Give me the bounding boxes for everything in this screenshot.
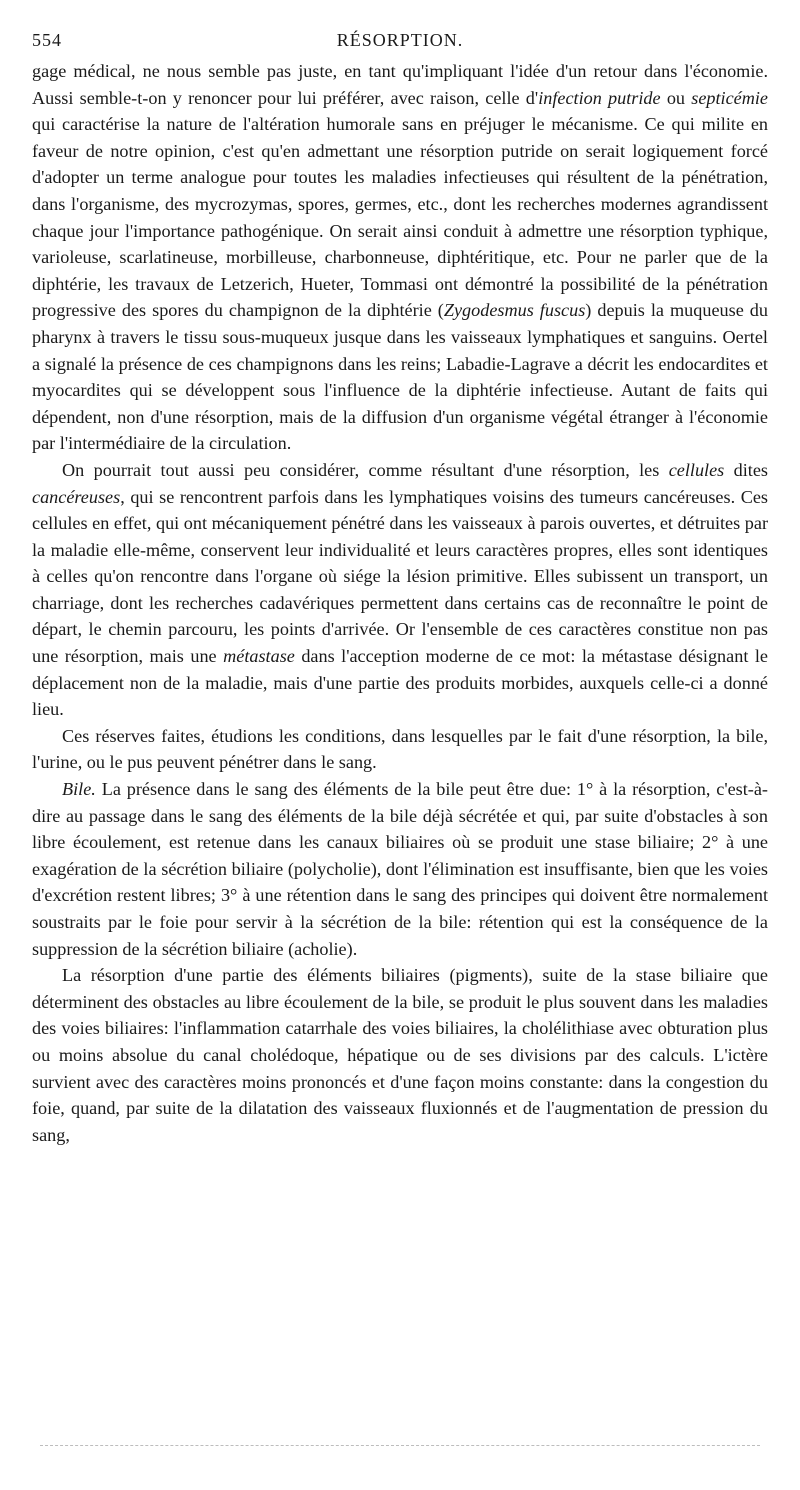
text-run: On pourrait tout aussi peu considérer, comme résultant d'une résorption, les <box>62 459 669 480</box>
text-run: dites <box>724 459 768 480</box>
text-run: Ces réserves faites, étudions les conditions, dans lesquelles par le fait d'une résorption, la bile, l'urine, ou le pus peuvent pénétrer dans le sang. <box>32 725 768 773</box>
text-run: qui caractérise la nature de l'altération humorale sans en préjuger le mécanisme. Ce qui milite en faveur de notre opinion, c'est qu'en admettant une résorption putride on serait logiquement forcé d'adopter un terme analogue pour toutes les maladies infectieuses qui résultent de la pénétration, dans l'organisme, des mycrozymas, spores, germes, etc., dont les recherches modernes agrandissent chaque jour l'importance pathogénique. On serait ainsi conduit à admettre une résorption typhique, varioleuse, scarlatineuse, morbilleuse, charbonneuse, diphtéritique, etc. Pour ne parler que de la diphtérie, les travaux de Letzerich, Hueter, Tommasi ont démontré la possibilité de la pénétration progressive des spores du champignon de la diphtérie ( <box>32 114 768 321</box>
text-run: La résorption d'une partie des éléments biliaires (pigments), suite de la stase biliaire que déterminent des obstacles au libre écoulement de la bile, se produit le plus souvent dans les maladies des voies biliaires: l'inflammation catarrhale des voies biliaires, la cholélithiase avec obturation plus ou moins absolue du canal cholédoque, hépatique ou de ses divisions par des calculs. L'ictère survient avec des caractères moins prononcés et d'une façon moins constante: dans la congestion du foie, quand, par suite de la dilatation des vaisseaux fluxionnés et de l'augmentation de pression du sang, <box>32 965 768 1145</box>
text-run: , qui se rencontrent parfois dans les lymphatiques voisins des tumeurs cancéreuses. Ces cellules en effet, qui ont mécaniquement pénétré dans les vaisseaux à parois ouvertes, et détruites par la maladie elle-même, conservent leur individualité et leurs caractères propres, elles sont identiques à celles qu'on rencontre dans l'organe où siége la lésion primitive. Elles subissent un transport, un charriage, dont les recherches cadavériques permettent dans certains cas de reconnaître le point de départ, le chemin parcouru, les points d'arrivée. Or l'ensemble de ces caractères constitue non pas une résorption, mais une <box>32 486 768 667</box>
text-run: La présence dans le sang des éléments de la bile peut être due: 1° à la résorption, c'est-à-dire au passage dans le sang des éléments de la bile déjà sécrétée et qui, par suite d'obstacles à son libre écoulement, est retenue dans les canaux biliaires où se produit une stase biliaire; 2° à une exagération de la sécrétion biliaire (polycholie), dont l'élimination est insuffisante, bien que les voies d'excrétion restent libres; 3° à une rétention dans le sang des principes qui doivent être normalement soustraits par le foie pour servir à la sécrétion de la bile: rétention qui est la conséquence de la suppression de la sécrétion biliaire (acholie). <box>32 779 768 959</box>
page-number: 554 <box>32 30 62 50</box>
italic-text: Bile. <box>62 779 96 800</box>
italic-text: Zygodesmus fuscus <box>443 300 586 321</box>
italic-text: métastase <box>223 646 295 667</box>
document-page <box>32 30 768 1148</box>
paragraph <box>32 723 768 776</box>
running-head: RÉSORPTION. <box>336 30 464 50</box>
text-run: ou <box>660 87 692 108</box>
italic-text: cellules <box>668 459 725 480</box>
italic-text: cancéreuses <box>32 486 121 507</box>
italic-text: infection putride <box>538 87 661 108</box>
italic-text: septicémie <box>691 87 769 108</box>
text-run: ) depuis la muqueuse du pharynx à travers le tissu sous-muqueux jusque dans les vaisseaux lymphatiques et sanguins. Oertel a signalé la présence de ces champignons dans les reins; Labadie-Lagrave a décrit les endocardites et myocardites qui se développent sous l'influence de la diphtérie infectieuse. Autant de faits qui dépendent, non d'une résorption, mais de la diffusion d'un organisme végétal étranger à l'économie par l'intermédiaire de la circulation. <box>32 300 768 454</box>
page-header <box>32 30 768 58</box>
paragraph <box>32 457 768 723</box>
footer-rule <box>40 1445 760 1446</box>
paragraph <box>32 58 768 457</box>
paragraph <box>32 962 768 1148</box>
text-run: gage médical, ne nous semble pas juste, en tant qu'impliquant l'idée d'un retour dans l'économie. Aussi semble-t-on y renoncer pour lui préférer, avec raison, celle d' <box>32 61 768 108</box>
paragraph <box>32 776 768 962</box>
text-run: dans l'acception moderne de ce mot: la métastase désignant le déplacement non de la maladie, mais d'une partie des produits morbides, auxquels celle-ci a donné lieu. <box>32 646 768 720</box>
body-text <box>32 58 768 1148</box>
